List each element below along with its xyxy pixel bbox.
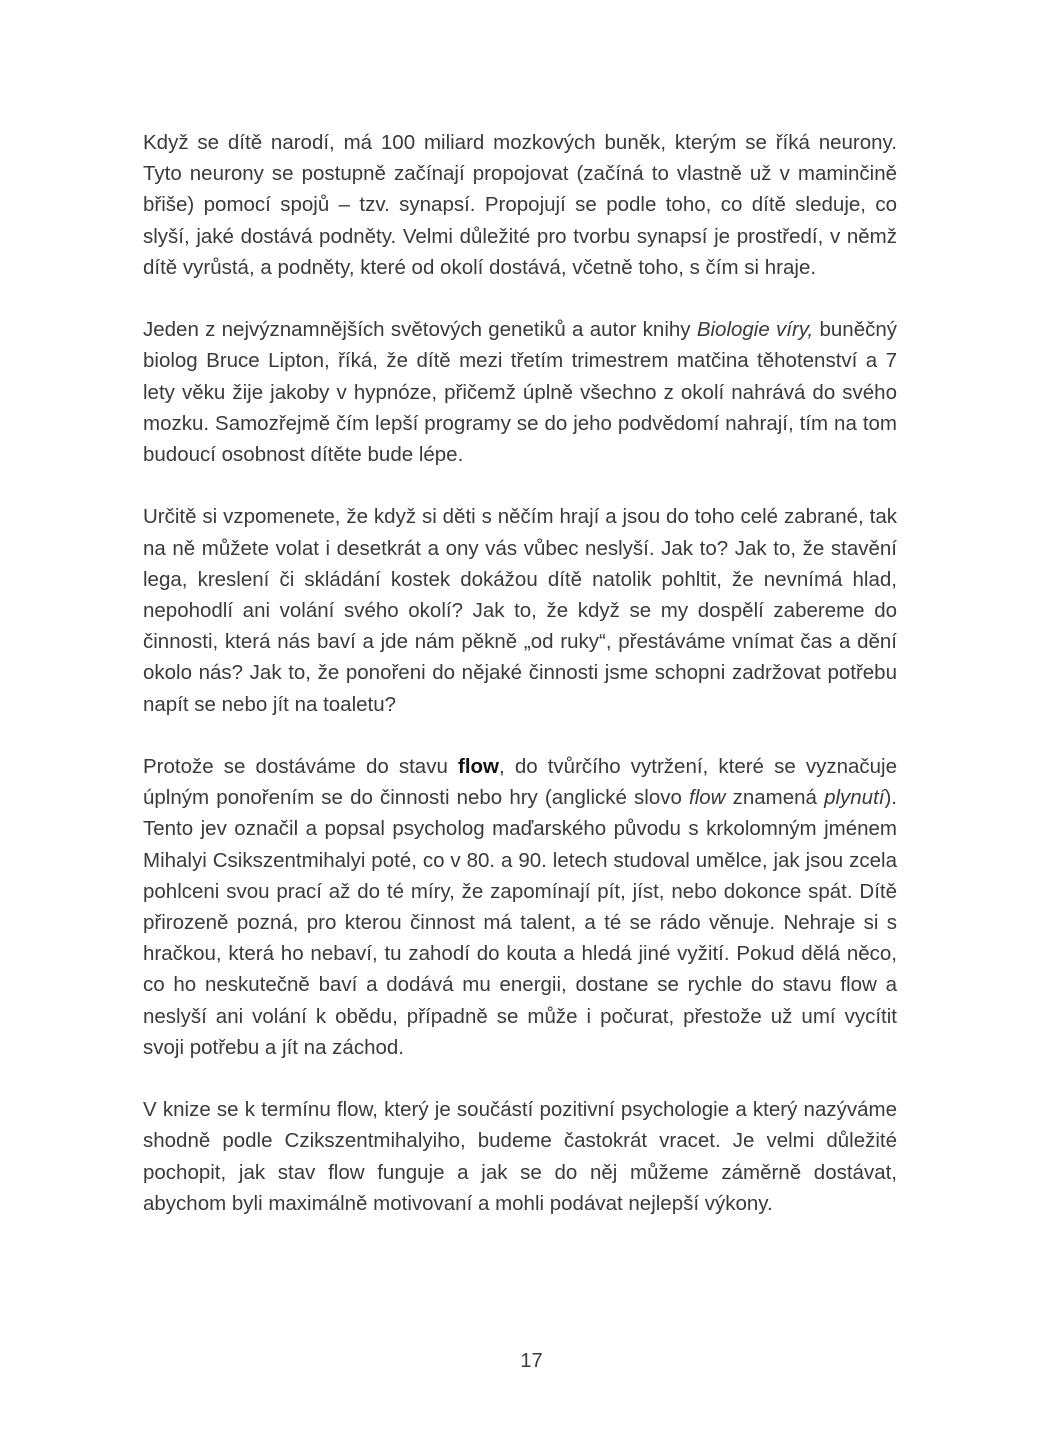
paragraph-neurons: Když se dítě narodí, má 100 miliard mozkových buněk, kterým se říká neurony. Tyto neurony se postupně začínají propojovat (začíná to vlastně už v maminčině břiše) pomocí spojů – tzv. synapsí. Propojují se podle toho, co dítě sleduje, co slyší, jaké dostává podněty. Velmi důležité pro tvorbu synapsí je prostředí, v němž dítě vyrůstá, a podněty, které od okolí dostává, včetně toho, s čím si hraje. (143, 131, 897, 279)
flow-word-italic: flow (689, 786, 726, 810)
paragraph-flow-part-4: ). Tento jev označil a popsal psycholog maďarského původu s krkolomným jménem Mihalyi Csikszentmihalyi poté, co v 80. a 90. letech studoval umělce, jak jsou zcela pohlceni svou prací až do té míry, že zapomínají pít, jíst, nebo dokonce spát. Dítě přirozeně pozná, pro kterou činnost má talent, a té se rádo věnuje. Nehraje si s hračkou, která ho nebaví, tu zahodí do kouta a hledá jiné vyžití. Pokud dělá něco, co ho neskutečně baví a dodává mu energii, dostane se rychle do stavu flow a neslyší ani volání k obědu, případně se může i počurat, přestože už umí vycítit svoji potřebu a jít na záchod. (143, 786, 897, 1059)
paragraph-lipton-text-start: Jeden z nejvýznamnějších světových genetiků a autor knihy (143, 318, 697, 342)
paragraph-flow-part-3: znamená (725, 786, 825, 810)
paragraph-children-play: Určitě si vzpomenete, že když si děti s něčím hrají a jsou do toho celé zabrané, tak na ně můžete volat i desetkrát a ony vás vůbec neslyší. Jak to? Jak to, že stavění lega, kreslení či skládání kostek dokážou dítě natolik pohltit, že nevnímá hlad, nepohodlí ani volání svého okolí? Jak to, že když se my dospělí zabereme do činnosti, která nás baví a jde nám pěkně „od ruky“, přestáváme vnímat čas a dění okolo nás? Jak to, že ponořeni do nějaké činnosti jsme schopni zadržovat potřebu napít se nebo jít na toaletu? (143, 505, 897, 716)
paragraph-lipton-text-end: buněčný biolog Bruce Lipton, říká, že dítě mezi třetím trimestrem matčina těhotenství a 7 lety věku žije jakoby v hypnóze, přičemž úplně všechno z okolí nahrává do svého mozku. Samozřejmě čím lepší programy se do jeho podvědomí nahrají, tím na tom budoucí osobnost dítěte bude lépe. (143, 318, 897, 467)
paragraph-book-flow: V knize se k termínu flow, který je součástí pozitivní psychologie a který nazýváme shodně podle Czikszentmihalyiho, budeme častokrát vracet. Je velmi důležité pochopit, jak stav flow funguje a jak se do něj můžeme záměrně dostávat, abychom byli maximálně motivovaní a mohli podávat nejlepší výkony. (143, 1098, 897, 1215)
flow-term-bold: flow (458, 755, 499, 779)
body-text (143, 127, 897, 1219)
paragraph-flow-part-2: , do tvůrčího vytržení, které se vyznačuje úplným ponořením se do činnosti nebo hry (anglické slovo (143, 755, 897, 810)
book-title-italic: Biologie víry, (696, 318, 814, 342)
paragraph-flow-part-1: Protože se dostáváme do stavu (143, 755, 458, 779)
page-number: 17 (520, 1350, 543, 1372)
paragraph-lipton (143, 314, 897, 470)
plynuti-word-italic: plynutí (824, 786, 885, 810)
paragraph-flow (143, 751, 897, 1063)
